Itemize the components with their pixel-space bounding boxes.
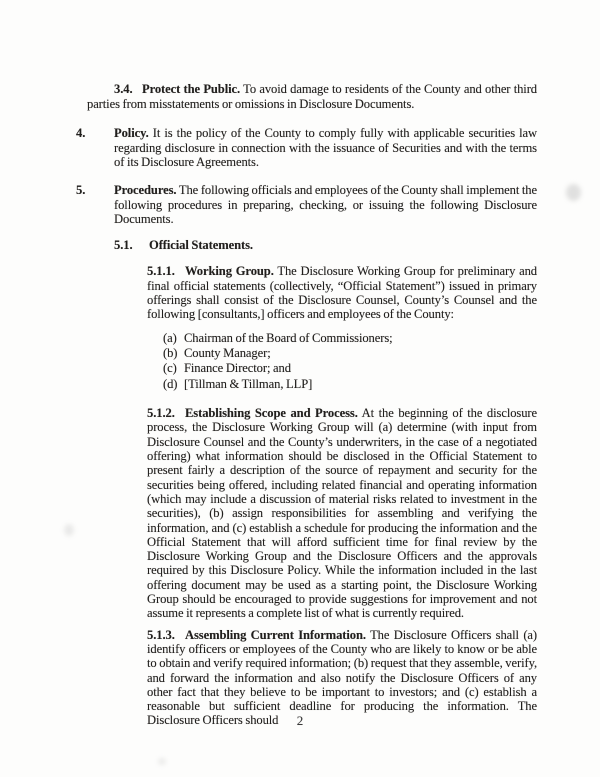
list-item bbox=[163, 377, 537, 392]
list-item bbox=[163, 361, 537, 376]
section-heading: Protect the Public. bbox=[142, 82, 241, 96]
section-number: 5.1.2. bbox=[147, 406, 175, 421]
list-marker: (a) bbox=[163, 330, 177, 345]
section-5-1-3-assembling-information bbox=[147, 628, 537, 728]
list-text: County Manager; bbox=[184, 345, 271, 360]
section-heading: Procedures. bbox=[114, 182, 177, 197]
section-number: 5.1.1. bbox=[147, 264, 175, 279]
working-group-member-list bbox=[163, 331, 537, 393]
section-number: 5. bbox=[76, 182, 86, 197]
section-5-1-official-statements bbox=[114, 238, 537, 253]
list-item bbox=[163, 331, 537, 346]
scan-artifact bbox=[158, 758, 166, 765]
list-marker: (b) bbox=[163, 345, 178, 360]
section-heading: Policy. bbox=[114, 126, 149, 141]
section-heading: Establishing Scope and Process. bbox=[185, 406, 358, 421]
section-body: The following officials and employees of the County shall implement the following procedures in preparing, checking, or issuing the following Disclosure Documents. bbox=[114, 182, 537, 227]
section-heading: Official Statements. bbox=[149, 237, 253, 252]
section-body: The Disclosure Working Group for preliminary and final official statements (collectively, “Official Statement”) issued in primary offerings shall consist of the Disclosure Counsel, County’s Counsel and the following [consultants,] officers and employees of the County: bbox=[147, 264, 537, 322]
section-body: To avoid damage to residents of the County and other third parties from misstatements or omissions in Disclosure Documents. bbox=[87, 82, 537, 111]
list-marker: (c) bbox=[163, 361, 177, 376]
section-number: 3.4. bbox=[114, 82, 133, 96]
list-text: Finance Director; and bbox=[184, 361, 291, 376]
section-heading: Working Group. bbox=[185, 264, 274, 279]
section-body: It is the policy of the County to comply fully with applicable securities law regarding disclosure in connection with the issuance of Securities and with the terms of its Disclosure Agreements. bbox=[114, 126, 537, 170]
section-body: The Disclosure Officers shall (a) identify officers or employees of the County who are likely to know or be able to obtain and verify required information; (b) request that they assemble, verify, and forward the information and also notify the Disclosure Officers of any other fact that they believe to be important to investors; and (c) establish a reasonable but sufficient deadline for producing the information. The Disclosure Officers should bbox=[147, 627, 537, 728]
section-number: 5.1.3. bbox=[147, 627, 175, 642]
list-text: Chairman of the Board of Commissioners; bbox=[184, 330, 393, 345]
list-marker: (d) bbox=[163, 376, 178, 391]
section-number: 4. bbox=[76, 126, 86, 141]
scan-artifact bbox=[566, 184, 581, 201]
section-3-4 bbox=[87, 82, 537, 111]
scan-artifact bbox=[64, 524, 74, 536]
section-5-procedures bbox=[76, 182, 537, 227]
list-text: [Tillman & Tillman, LLP] bbox=[184, 376, 313, 391]
section-heading: Assembling Current Information. bbox=[185, 627, 366, 642]
page-number: 2 bbox=[296, 713, 304, 728]
list-item bbox=[163, 346, 537, 361]
section-body: At the beginning of the disclosure process, the Disclosure Working Group will (a) determine (with input from Disclosure Counsel and the County’s underwriters, in the case of a negotiated offering) what information should be disclosed in the Official Statement to present fairly a description of the source of repayment and security for the securities being offered, including related financial and operating information (which may include a discussion of material risks related to investment in the securities), (b) assign responsibilities for assembling and verifying the information, and (c) establish a schedule for producing the information and the Official Statement that will afford sufficient time for final review by the Disclosure Working Group and the Disclosure Officers and the approvals required by this Disclosure Policy. While the information included in the last offering document may be used as a starting point, the Disclosure Working Group should be encouraged to provide suggestions for improvement and not assume it represents a complete list of what is currently required. bbox=[147, 406, 537, 621]
section-number: 5.1. bbox=[114, 237, 133, 252]
section-4-policy bbox=[76, 126, 537, 170]
section-5-1-2-establishing-scope bbox=[147, 406, 537, 620]
section-5-1-1-working-group bbox=[147, 264, 537, 321]
